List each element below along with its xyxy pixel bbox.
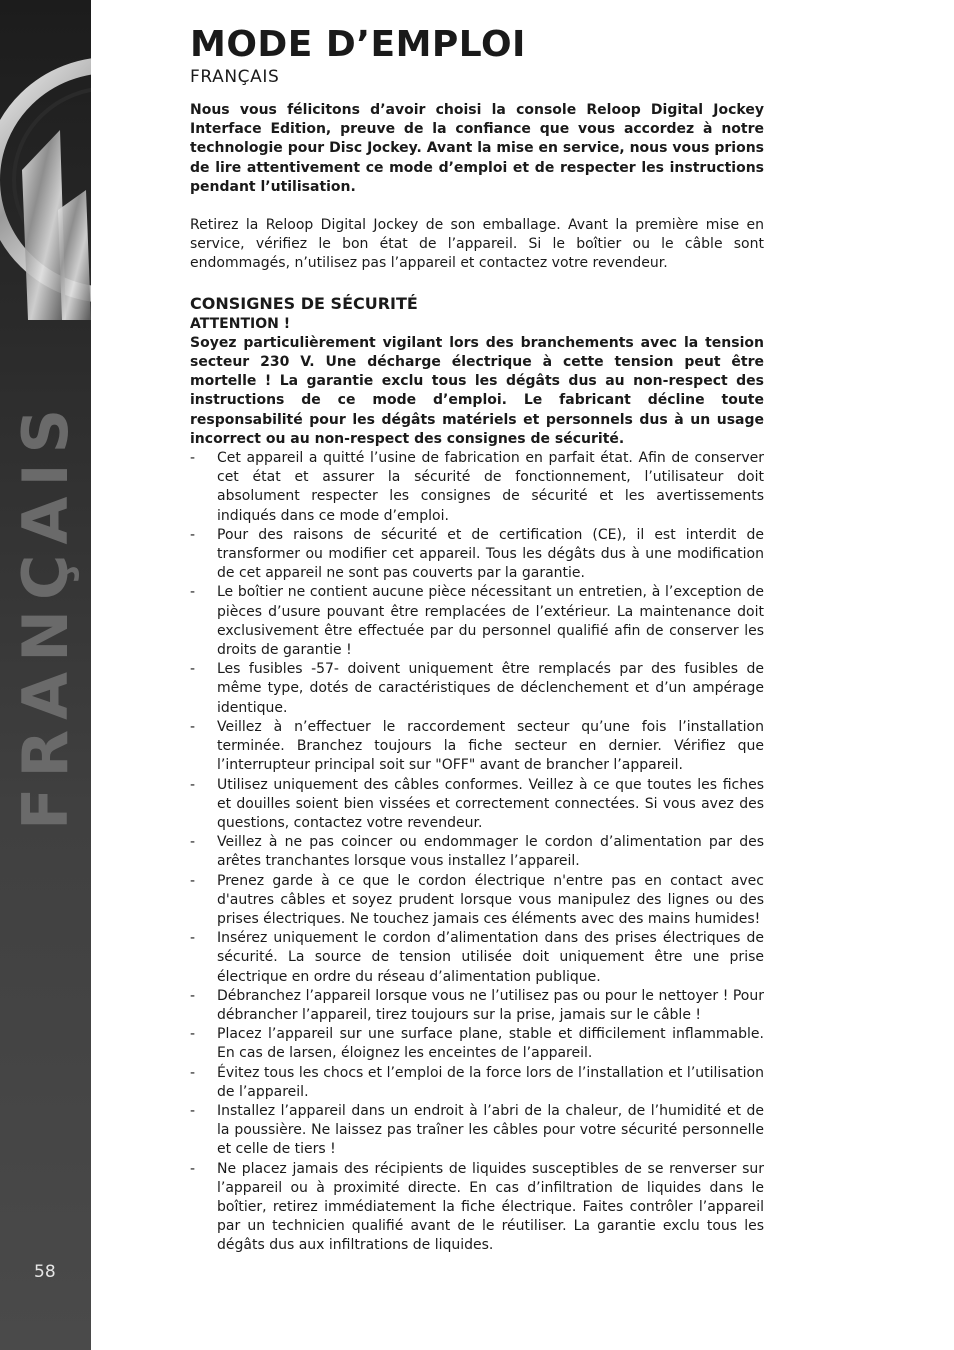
unpacking-paragraph: Retirez la Reloop Digital Jockey de son emballage. Avant la première mise en service, vérifiez le bon état de l’appareil. Si le boîtier ou le câble sont endommagés, n’utilisez pas l’appareil et contactez votre revendeur. <box>190 217 764 272</box>
list-item-text: Les fusibles -57- doivent uniquement être remplacés par des fusibles de même type, dotés de caractéristiques de déclenchement et d’un ampérage identique. <box>217 661 764 716</box>
list-item <box>190 776 764 834</box>
bullet-dash: - <box>190 450 196 467</box>
bullet-dash: - <box>190 1026 196 1043</box>
list-item-text: Placez l’appareil sur une surface plane, stable et difficilement inflammable. En cas de larsen, éloignez les enceintes de l’appareil. <box>217 1026 764 1062</box>
list-item-text: Veillez à ne pas coincer ou endommager le cordon d’alimentation par des arêtes tranchantes lorsque vous installez l’appareil. <box>217 834 764 870</box>
list-item-text: Le boîtier ne contient aucune pièce nécessitant un entretien, à l’exception de pièces d’usure pouvant être remplacées de l’extérieur. La maintenance doit exclusivement être effectuée par du personnel qualifié afin de conserver les droits de garantie ! <box>217 584 764 659</box>
list-item <box>190 929 764 987</box>
safety-list <box>190 449 764 1256</box>
list-item <box>190 1025 764 1063</box>
bullet-dash: - <box>190 661 196 678</box>
list-item <box>190 660 764 718</box>
bullet-dash: - <box>190 776 196 793</box>
list-item <box>190 833 764 871</box>
reloop-logo-icon <box>0 20 91 320</box>
bullet-dash: - <box>190 584 196 601</box>
list-item-text: Insérez uniquement le cordon d’alimentation dans des prises électriques de sécurité. La source de tension utilisée doit uniquement être une prise électrique en ordre du réseau d’alimentation publique. <box>217 930 764 985</box>
list-item-text: Débranchez l’appareil lorsque vous ne l’utilisez pas ou pour le nettoyer ! Pour débrancher l’appareil, tirez toujours sur la prise, jamais sur le câble ! <box>217 987 764 1023</box>
list-item-text: Prenez garde à ce que le cordon électrique n'entre pas en contact avec d'autres câbles et soyez prudent lorsque vous manipulez des lignes ou des prises électriques. Ne touchez jamais ces éléments avec des mains humides! <box>217 872 764 927</box>
attention-label: ATTENTION ! <box>190 315 291 332</box>
list-item <box>190 872 764 930</box>
list-item <box>190 1102 764 1160</box>
list-item-text: Pour des raisons de sécurité et de certification (CE), il est interdit de transformer ou modifier cet appareil. Tous les dégâts dus à une modification de cet appareil ne sont pas couverts par la garantie. <box>217 526 764 582</box>
manual-content <box>190 24 764 1256</box>
bullet-dash: - <box>190 987 196 1004</box>
list-item-text: Utilisez uniquement des câbles conformes. Veillez à ce que toutes les fiches et douilles soient bien vissées et correctement connectées. Si vous avez des questions, contactez votre revendeur. <box>217 776 764 831</box>
sidebar-language-label: FRANÇAIS <box>9 398 82 830</box>
list-item <box>190 1160 764 1256</box>
intro-paragraph: Nous vous félicitons d’avoir choisi la console Reloop Digital Jockey Interface Edition, preuve de la confiance que vous accordez à notre technologie pour Disc Jockey. Avant la mise en service, nous vous prions de lire attentivement ce mode d’emploi et de respecter les instructions pendant l’utilisation. <box>190 102 764 195</box>
bullet-dash: - <box>190 834 196 851</box>
list-item <box>190 718 764 776</box>
list-item <box>190 583 764 660</box>
bullet-dash: - <box>190 1160 196 1177</box>
list-item <box>190 1064 764 1102</box>
list-item-text: Installez l’appareil dans un endroit à l’abri de la chaleur, de l’humidité et de la poussière. Ne laissez pas traîner les câbles pour votre sécurité personnelle et celle de tiers ! <box>217 1102 764 1158</box>
bullet-dash: - <box>190 1102 196 1119</box>
page-number: 58 <box>34 1262 56 1282</box>
safety-heading: CONSIGNES DE SÉCURITÉ <box>190 293 418 313</box>
bullet-dash: - <box>190 872 196 889</box>
bullet-dash: - <box>190 718 196 735</box>
bullet-dash: - <box>190 526 196 543</box>
list-item <box>190 526 764 584</box>
list-item-text: Veillez à n’effectuer le raccordement secteur qu’une fois l’installation terminée. Branchez toujours la fiche secteur en dernier. Vérifiez que l’interrupteur principal soit sur "OFF" avant de brancher l’appareil. <box>217 718 764 774</box>
list-item <box>190 987 764 1025</box>
safety-warning: Soyez particulièrement vigilant lors des branchements avec la tension secteur 230 V. Une décharge électrique à cette tension peut être mortelle ! La garantie exclu tous les dégâts dus au non-respect des instructions de ce mode d’emploi. Le fabricant décline toute responsabilité pour les dégâts matériels et personnels dus à un usage incorrect ou au non-respect des consignes de sécurité. <box>190 334 764 447</box>
list-item-text: Évitez tous les chocs et l’emploi de la force lors de l’installation et l’utilisation de l’appareil. <box>217 1064 764 1100</box>
list-item <box>190 449 764 526</box>
list-item-text: Cet appareil a quitté l’usine de fabrication en parfait état. Afin de conserver cet état et assurer la sécurité de fonctionnement, l’utilisateur doit absolument respecter les consignes de sécurité et les avertissements indiqués dans ce mode d’emploi. <box>217 450 764 524</box>
list-item-text: Ne placez jamais des récipients de liquides susceptibles de se renverser sur l’appareil ou à proximité directe. En cas d’infiltration de liquides dans le boîtier, retirez immédiatement la fiche électrique. Faites contrôler l’appareil par un technicien qualifié avant de le réutiliser. La garantie exclu tous les dégâts dus aux infiltrations de liquides. <box>217 1160 764 1254</box>
bullet-dash: - <box>190 930 196 947</box>
page-title: MODE D’EMPLOI <box>190 24 526 65</box>
page-subtitle: FRANÇAIS <box>190 67 280 87</box>
language-sidebar <box>0 0 91 1350</box>
bullet-dash: - <box>190 1064 196 1081</box>
